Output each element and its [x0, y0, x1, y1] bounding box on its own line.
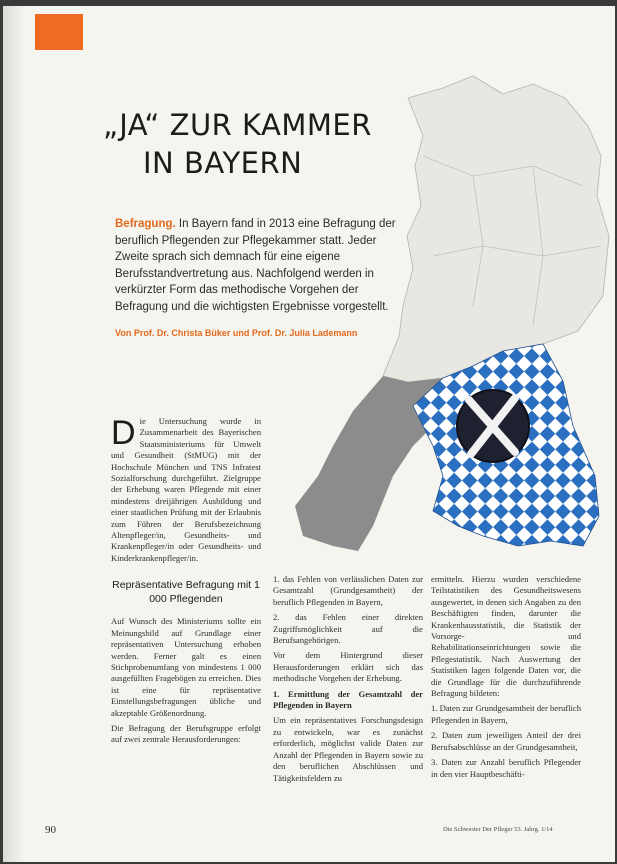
article-title [103, 106, 423, 182]
lead-paragraph [115, 216, 405, 315]
list-item: 3. Daten zur Anzahl beruflich Pflegender in den vier Hauptbeschäfti- [431, 757, 581, 779]
inline-heading: 1. Ermittlung der Gesamtzahl der Pflegenden in Bayern [273, 688, 423, 711]
list-item: 2. Daten zum jeweiligen Anteil der drei Berufsabschlüsse an der Grundgesamtheit, [431, 730, 581, 752]
text-column-2 [273, 574, 423, 788]
page-number: 90 [45, 824, 56, 836]
list-item: 1. Daten zur Grundgesamtheit der beruflich Pflegenden in Bayern, [431, 703, 581, 725]
body-paragraph: ermitteln. Hierzu wurden verschiedene Teilstatistiken des Gesundheitswesens ausgewertet, in denen sich Angaben zu den Beschäftigten finden, darunter die Krankenhausstatistik, die Statistik der Vorsorge- und Rehabilitationseinrichtungen sowie die Pflegestatistik. Nach Auswertung der Statistiken lagen folgende Daten vor, die die Grundlage für die durchzuführende Befragung bildeten: [431, 574, 581, 699]
text-column-3 [431, 574, 581, 784]
list-item: 2. das Fehlen einer direkten Zugriffsmöglichkeit auf die Berufsangehörigen. [273, 612, 423, 646]
list-item: 1. das Fehlen von verlässlichen Daten zur Gesamtzahl (Grundgesamtheit) der beruflich Pflegenden in Bayern, [273, 574, 423, 607]
lead-keyword: Befragung. [115, 218, 176, 230]
magazine-page [3, 6, 615, 862]
body-paragraph: Um ein repräsentatives Forschungsdesign zu entwickeln, war es zunächst erforderlich, möglichst valide Daten zur Anzahl der Pflegenden in Bayern sowie zu den beruflichen Abschlüssen und Tätigkeitsfeldern zu [273, 715, 423, 783]
title-line-2: IN BAYERN [143, 146, 303, 180]
text-column-1 [111, 416, 261, 750]
title-line-1: „JA“ ZUR KAMMER [103, 108, 372, 142]
body-paragraph: Die Befragung der Berufsgruppe erfolgt auf zwei zentrale Herausforderungen: [111, 722, 261, 745]
lead-text: In Bayern fand in 2013 eine Befragung der beruflich Pflegenden zur Pflegekammer statt. Jeder Zweite sprach sich demnach für eine eigene Berufsstandvertretung aus. Nachfolgend werden in verkürzter Form das methodische Vorgehen der Befragung und die wichtigsten Ergebnisse vorgestellt. [115, 218, 396, 313]
body-paragraph: Auf Wunsch des Ministeriums sollte ein Meinungsbild auf Grundlage einer repräsentativen Untersuchung erhoben werden. Ferner galt es einen Stichprobenumfang von mindestens 1 000 ausgefüllten Fragebögen zu erreichen. Dies ist eine für repräsentative Einstellungsbefragungen übliche und akzeptable Größenordnung. [111, 616, 261, 718]
author-byline: Von Prof. Dr. Christa Büker und Prof. Dr. Julia Lademann [115, 328, 358, 338]
drop-cap: D [111, 414, 136, 452]
journal-footer: Die Schwester Der Pfleger 53. Jahrg. 1/14 [443, 826, 553, 833]
ballot-cross-icon [457, 390, 529, 462]
section-subheading: Repräsentative Befragung mit 1 000 Pflegenden [112, 579, 260, 606]
intro-paragraph [111, 416, 261, 564]
intro-text: ie Untersuchung wurde in Zusammenarbeit des Bayerischen Staatsministeriums für Umwelt und Gesundheit (StMUG) mit der Hochschule München und TNS Infratest Sozialforschung durchgeführt. Zielgruppe der Erhebung waren Pflegende mit einer mindestens dreijährigen Ausbildung und einer staatlichen Prüfung mit der Erlaubnis zum Führen der Berufsbezeichnung Altenpfleger/in, Gesundheits- und Krankenpfleger/in oder Gesundheits- und Kinderkrankenpfleger/in. [111, 416, 261, 563]
body-paragraph: Vor dem Hintergrund dieser Herausforderungen erklärt sich das methodische Vorgehen der Erhebung. [273, 650, 423, 684]
